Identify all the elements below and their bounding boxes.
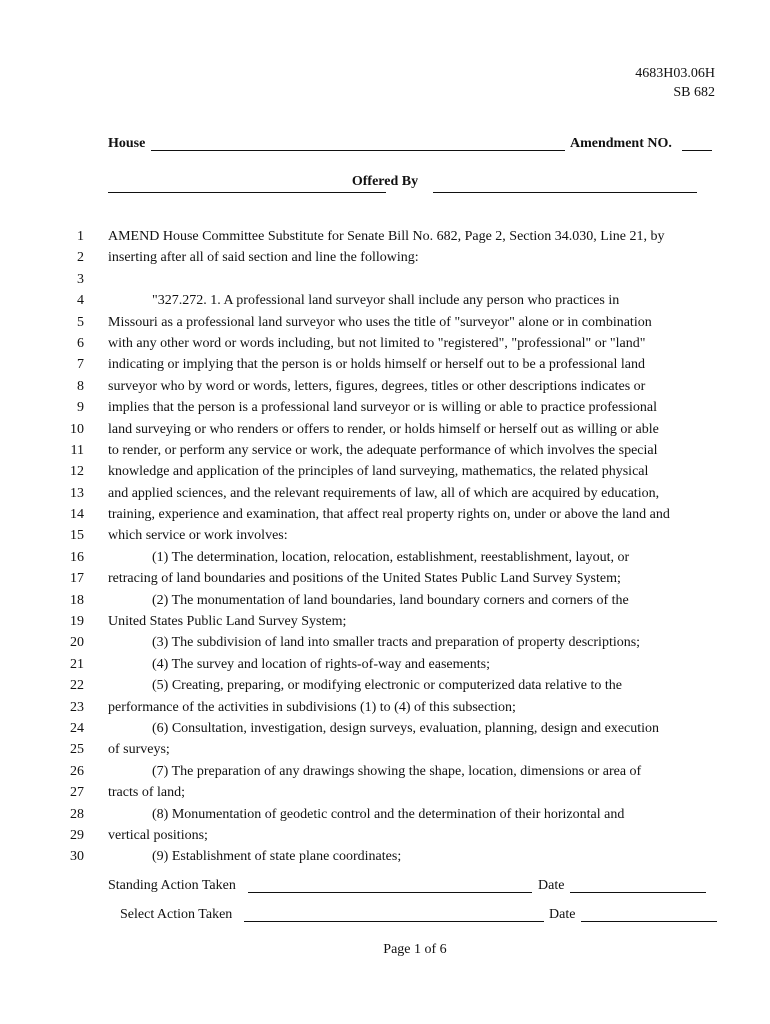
line-number: 24 <box>70 720 84 736</box>
line-number: 8 <box>77 378 84 394</box>
line-text: United States Public Land Survey System; <box>108 614 347 630</box>
line-number: 9 <box>77 400 84 416</box>
line-text: inserting after all of said section and line the following: <box>108 250 419 266</box>
line-text: of surveys; <box>108 742 170 758</box>
house-blank-line <box>151 136 565 151</box>
line-text: indicating or implying that the person is or holds himself or herself out to be a professional land <box>108 357 645 373</box>
line-4 <box>60 290 720 311</box>
offered-by-label: Offered By <box>351 174 419 189</box>
line-number: 20 <box>70 635 84 651</box>
line-number: 25 <box>70 742 84 758</box>
standing-date-blank <box>570 878 706 893</box>
amendment-body <box>60 226 720 868</box>
line-text: (2) The monumentation of land boundaries, land boundary corners and corners of the <box>152 592 629 608</box>
line-number: 27 <box>70 785 84 801</box>
line-number: 26 <box>70 763 84 779</box>
line-number: 10 <box>70 421 84 437</box>
line-29 <box>60 825 720 846</box>
line-7 <box>60 354 720 375</box>
line-number: 28 <box>70 806 84 822</box>
offered-by-blank-left <box>108 192 386 193</box>
line-30 <box>60 846 720 867</box>
line-number: 1 <box>77 229 84 244</box>
line-11 <box>60 440 720 461</box>
line-22 <box>60 675 720 696</box>
line-text: (8) Monumentation of geodetic control and the determination of their horizontal and <box>152 806 625 822</box>
line-number: 2 <box>77 250 84 266</box>
line-14 <box>60 504 720 525</box>
line-19 <box>60 611 720 632</box>
house-label: House <box>108 136 146 151</box>
select-date-blank <box>581 907 717 922</box>
line-number: 16 <box>70 549 84 565</box>
line-number: 13 <box>70 485 84 501</box>
line-text: Missouri as a professional land surveyor who uses the title of "surveyor" alone or in combination <box>108 314 652 330</box>
line-21 <box>60 654 720 675</box>
line-2 <box>60 247 720 268</box>
select-date-label: Date <box>549 907 576 922</box>
line-13 <box>60 483 720 504</box>
standing-action-row <box>108 878 713 898</box>
line-text: "327.272. 1. A professional land surveyor shall include any person who practices in <box>152 293 620 309</box>
line-text: training, experience and examination, that affect real property rights on, under or above the land and <box>108 507 670 523</box>
line-number: 11 <box>70 442 84 458</box>
line-text: retracing of land boundaries and positions of the United States Public Land Survey System; <box>108 571 621 587</box>
line-5 <box>60 312 720 333</box>
line-text: (6) Consultation, investigation, design surveys, evaluation, planning, design and execution <box>152 720 660 736</box>
line-24 <box>60 718 720 739</box>
line-text: which service or work involves: <box>108 528 288 544</box>
offered-by-blank-right <box>433 192 697 193</box>
line-text: and applied sciences, and the relevant requirements of law, all of which are acquired by education, <box>108 485 660 501</box>
line-16 <box>60 547 720 568</box>
line-number: 3 <box>77 271 84 287</box>
line-number: 4 <box>77 293 84 309</box>
line-10 <box>60 419 720 440</box>
line-text: vertical positions; <box>108 827 208 843</box>
line-text: surveyor who by word or words, letters, figures, degrees, titles or other descriptions indicates or <box>108 378 646 394</box>
line-12 <box>60 461 720 482</box>
line-text: knowledge and application of the principles of land surveying, mathematics, the related physical <box>108 464 649 480</box>
line-28 <box>60 804 720 825</box>
line-text: (4) The survey and location of rights-of-way and easements; <box>152 656 490 672</box>
line-number: 22 <box>70 678 84 694</box>
line-27 <box>60 782 720 803</box>
line-text: land surveying or who renders or offers to render, or holds himself or herself out as willing or able <box>108 421 659 437</box>
line-number: 14 <box>70 507 84 523</box>
line-text: (1) The determination, location, relocation, establishment, reestablishment, layout, or <box>152 549 630 565</box>
line-8 <box>60 376 720 397</box>
line-text: implies that the person is a professional land surveyor or is willing or able to practice professional <box>108 400 657 416</box>
line-26 <box>60 761 720 782</box>
line-text: (7) The preparation of any drawings showing the shape, location, dimensions or area of <box>152 763 642 779</box>
line-number: 6 <box>77 335 84 351</box>
line-15 <box>60 525 720 546</box>
line-number: 30 <box>70 849 84 865</box>
page-number: Page 1 of 6 <box>383 942 447 957</box>
line-number: 12 <box>70 464 84 480</box>
select-action-label: Select Action Taken <box>120 907 233 922</box>
line-17 <box>60 568 720 589</box>
amendment-number-blank <box>682 136 712 151</box>
line-text: (9) Establishment of state plane coordinates; <box>152 849 402 865</box>
line-number: 17 <box>70 571 84 587</box>
standing-action-label: Standing Action Taken <box>108 878 236 893</box>
select-action-blank <box>244 907 544 922</box>
line-text: (3) The subdivision of land into smaller tracts and preparation of property descriptions; <box>152 635 641 651</box>
line-9 <box>60 397 720 418</box>
line-text: with any other word or words including, but not limited to "registered", "professional" or "land" <box>108 335 646 351</box>
line-number: 7 <box>77 357 84 373</box>
line-1 <box>60 226 720 247</box>
standing-action-blank <box>248 878 532 893</box>
line-number: 5 <box>77 314 84 330</box>
line-text: (5) Creating, preparing, or modifying electronic or computerized data relative to the <box>152 678 622 694</box>
line-6 <box>60 333 720 354</box>
line-18 <box>60 590 720 611</box>
bill-number: SB 682 <box>673 85 715 100</box>
amendment-label: Amendment NO. <box>570 136 672 151</box>
line-3 <box>60 269 720 290</box>
house-amendment-row <box>108 136 713 156</box>
line-text: AMEND House Committee Substitute for Senate Bill No. 682, Page 2, Section 34.030, Line 21, by <box>108 229 665 244</box>
line-number: 15 <box>70 528 84 544</box>
line-20 <box>60 632 720 653</box>
line-25 <box>60 739 720 760</box>
select-action-row <box>120 907 720 927</box>
standing-date-label: Date <box>538 878 565 893</box>
line-text: performance of the activities in subdivisions (1) to (4) of this subsection; <box>108 699 516 715</box>
line-number: 19 <box>70 614 84 630</box>
line-number: 21 <box>70 656 84 672</box>
line-text: tracts of land; <box>108 785 185 801</box>
line-text: to render, or perform any service or work, the adequate performance of which involves the special <box>108 442 658 458</box>
document-reference: 4683H03.06H <box>635 66 715 81</box>
line-number: 18 <box>70 592 84 608</box>
line-23 <box>60 697 720 718</box>
line-number: 23 <box>70 699 84 715</box>
line-number: 29 <box>70 827 84 843</box>
